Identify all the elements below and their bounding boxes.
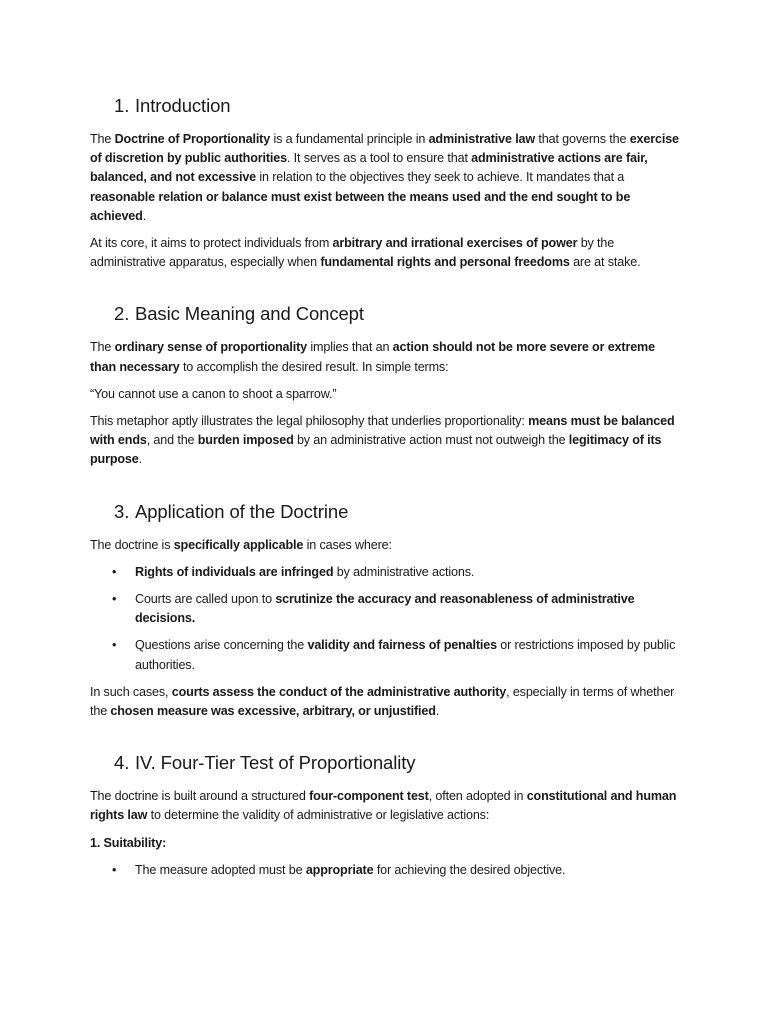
bold-text: chosen measure was excessive, arbitrary, or unjustified: [110, 704, 436, 719]
text-run: for achieving the desired objective.: [373, 862, 566, 877]
text-run: Questions arise concerning the: [135, 638, 308, 653]
section-4: [90, 751, 680, 880]
section-number: 3.: [114, 500, 130, 522]
text-run: The doctrine is built around a structured: [90, 789, 310, 804]
bold-text: courts assess the conduct of the administrative authority: [171, 684, 507, 699]
text-run: .: [138, 452, 142, 467]
bold-text: constitutional and human rights law: [90, 789, 677, 823]
section-title: IV. Four-Tier Test of Proportionality: [135, 752, 416, 774]
closing-paragraph: [90, 683, 680, 721]
bold-text: specifically applicable: [173, 537, 304, 552]
bold-text: reasonable relation or balance must exist between the means used and the end sought to be achieved: [90, 189, 631, 223]
paragraph: [90, 234, 680, 272]
bold-text: burden imposed: [197, 433, 294, 448]
list-item: [90, 590, 680, 628]
text-run: At its core, it aims to protect individuals from: [90, 236, 333, 251]
section-title: Basic Meaning and Concept: [135, 303, 364, 325]
text-run: to determine the validity of administrative or legislative actions:: [147, 808, 490, 823]
bold-text: means must be balanced with ends: [90, 414, 675, 448]
bullet-icon: •: [112, 592, 117, 607]
paragraph: [90, 385, 680, 404]
section-number: 4.: [114, 752, 130, 774]
section-3: [90, 500, 680, 722]
text-run: , often adopted in: [428, 789, 527, 804]
text-run: , and the: [146, 433, 198, 448]
text-run: is a fundamental principle in: [270, 132, 429, 146]
bold-text: ordinary sense of proportionality: [114, 340, 307, 355]
bullet-icon: •: [112, 862, 117, 877]
text-run: that governs the: [535, 132, 630, 146]
text-run: This metaphor aptly illustrates the legal philosophy that underlies proportionality:: [90, 414, 529, 429]
text-run: in cases where:: [303, 537, 392, 552]
text-run: The doctrine is: [90, 537, 174, 552]
section-title: Application of the Doctrine: [135, 500, 349, 522]
bold-text: arbitrary and irrational exercises of power: [332, 236, 578, 251]
text-run: , especially in terms of whether the: [90, 684, 675, 719]
paragraph: [90, 412, 680, 470]
text-run: .: [435, 704, 440, 719]
section-1: [90, 94, 680, 272]
bold-text: fundamental rights and personal freedoms: [320, 255, 570, 270]
text-run: or restrictions imposed by public authorities.: [135, 638, 676, 672]
bold-text: scrutinize the accuracy and reasonableness of administrative decisions.: [135, 592, 635, 626]
text-run: The: [90, 340, 115, 355]
text-run: The measure adopted must be: [135, 862, 306, 877]
section-heading: [90, 94, 680, 118]
bold-text: four-component test: [309, 789, 429, 804]
text-run: The: [90, 132, 115, 146]
paragraph: [90, 338, 680, 376]
bold-text: administrative actions are fair, balanced, and not excessive: [90, 151, 648, 185]
bold-text: validity and fairness of penalties: [307, 638, 497, 653]
text-run: in relation to the objectives they seek to achieve. It mandates that a: [256, 170, 625, 185]
section-heading: [90, 751, 680, 775]
list-item: [90, 563, 680, 582]
intro-paragraph: [90, 787, 680, 825]
text-run: In such cases,: [90, 684, 172, 699]
text-run: Courts are called upon to: [135, 592, 276, 607]
text-run: by administrative actions.: [333, 564, 475, 579]
text-run: “You cannot use a canon to shoot a sparrow.”: [90, 386, 337, 401]
section-2: [90, 302, 680, 469]
section-number: 1.: [114, 95, 130, 116]
text-run: by an administrative action must not outweigh the: [293, 433, 569, 448]
document-body: [90, 94, 680, 910]
text-run: .: [142, 208, 147, 223]
text-run: implies that an: [307, 340, 393, 355]
intro-paragraph: [90, 536, 680, 555]
subheading: 1. Suitability:: [90, 835, 167, 850]
bold-text: administrative law: [428, 132, 536, 146]
bold-text: Rights of individuals are infringed: [135, 564, 334, 579]
bullet-icon: •: [112, 564, 117, 579]
list-item: [90, 636, 680, 674]
paragraph: [90, 130, 680, 226]
text-run: . It serves as a tool to ensure that: [286, 151, 472, 166]
section-number: 2.: [114, 303, 130, 325]
text-run: by the administrative apparatus, especially when: [90, 236, 615, 270]
bullet-icon: •: [112, 638, 117, 653]
bullet-list: [90, 861, 680, 880]
bold-text: legitimacy of its purpose: [90, 433, 662, 467]
section-heading: [90, 302, 680, 326]
list-item: [90, 861, 680, 880]
text-run: to accomplish the desired result. In simple terms:: [179, 359, 449, 374]
bold-text: Doctrine of Proportionality: [114, 132, 271, 146]
bold-text: appropriate: [305, 862, 374, 877]
section-heading: [90, 500, 680, 524]
section-title: Introduction: [135, 95, 231, 116]
bullet-list: [90, 563, 680, 675]
bold-text: action should not be more severe or extreme than necessary: [90, 340, 655, 374]
bold-text: exercise of discretion by public authorities: [90, 132, 679, 166]
text-run: are at stake.: [569, 255, 641, 270]
